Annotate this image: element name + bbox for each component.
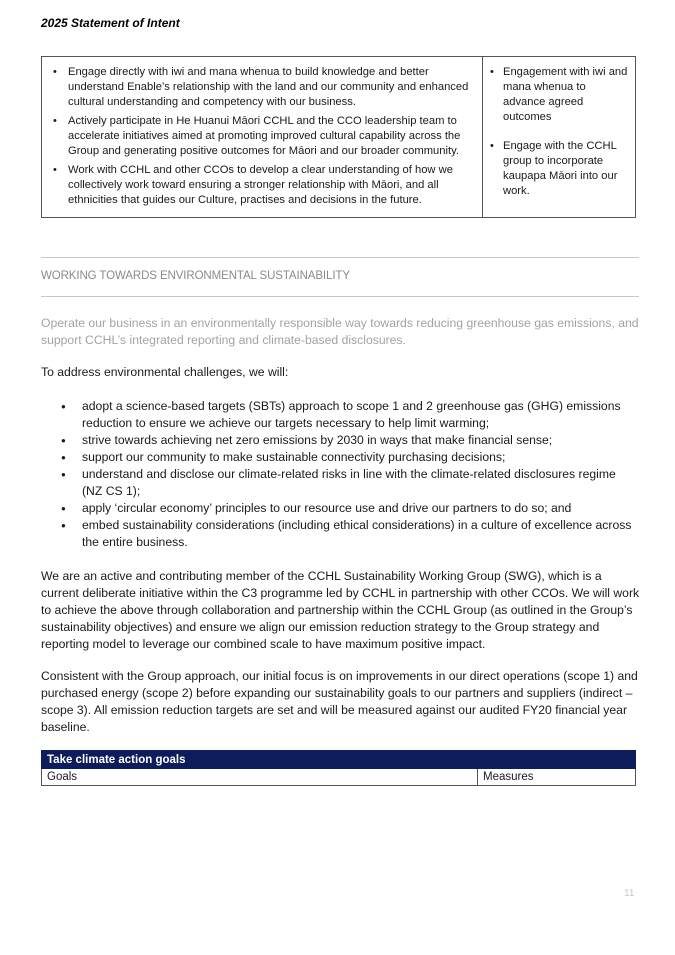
measures-list xyxy=(487,65,629,199)
list-item: • Work with CCHL and other CCOs to develop a clear understanding of how we collectively work toward ensuring a stronger relationship with Māori, and all ethnicities that guides our Culture, practises and decisions in the future. xyxy=(68,163,476,208)
list-item: ● embed sustainability considerations (including ethical considerations) in a culture of excellence across the entire business. xyxy=(82,517,638,551)
section-intro: Operate our business in an environmentally responsible way towards reducing greenhouse gas emissions, and support CCHL’s integrated reporting and climate-based disclosures. xyxy=(41,316,639,347)
actions-cell xyxy=(42,57,483,218)
section-heading: WORKING TOWARDS ENVIRONMENTAL SUSTAINABILITY xyxy=(41,270,350,282)
document-header-title: 2025 Statement of Intent xyxy=(41,16,180,30)
list-item: • Engage with the CCHL group to incorporate kaupapa Māori into our work. xyxy=(503,139,629,199)
section-lead: To address environmental challenges, we will: xyxy=(41,365,289,379)
maori-engagement-table xyxy=(41,56,636,218)
list-item: • Engagement with iwi and mana whenua to advance agreed outcomes xyxy=(503,65,629,125)
measures-column-header: Measures xyxy=(478,769,636,786)
list-item: ● strive towards achieving net zero emissions by 2030 in ways that make financial sense; xyxy=(82,432,638,449)
table-title: Take climate action goals xyxy=(42,751,636,769)
list-item: • Engage directly with iwi and mana whenua to build knowledge and better understand Enable’s relationship with the land and our community and enhanced cultural understanding and competency with our business. xyxy=(68,65,476,110)
actions-list xyxy=(46,65,476,208)
swg-paragraph: We are an active and contributing member of the CCHL Sustainability Working Group (SWG), which is a current deliberate initiative within the C3 programme led by CCHL in partnership with other CCOs. We will work to achieve the above through collaboration and partnership within the CCHL Group (as outlined in the Group’s sustainability objectives) and ensure we align our emission reduction strategy to the Group strategy and reporting model to leverage our combined scale to have maximum positive impact. xyxy=(41,569,640,651)
environment-commitments-list xyxy=(82,398,638,551)
section-divider-top xyxy=(41,257,639,258)
list-item: ● support our community to make sustainable connectivity purchasing decisions; xyxy=(82,449,638,466)
list-item: • Actively participate in He Huanui Māori CCHL and the CCO leadership team to accelerate initiatives aimed at promoting improved cultural capability across the Group and generating positive outcomes for Māori and our broader community. xyxy=(68,114,476,159)
measures-cell xyxy=(483,57,636,218)
list-item: ● adopt a science-based targets (SBTs) approach to scope 1 and 2 greenhouse gas (GHG) emissions reduction to ensure we achieve our targets necessary to help limit warming; xyxy=(82,398,638,432)
goals-column-header: Goals xyxy=(42,769,478,786)
section-divider-bottom xyxy=(41,296,639,297)
page-number: 11 xyxy=(624,888,635,899)
group-approach-paragraph: Consistent with the Group approach, our initial focus is on improvements in our direct operations (scope 1) and purchased energy (scope 2) before expanding our sustainability goals to our partners and suppliers (indirect – scope 3). All emission reduction targets are set and will be measured against our audited FY20 financial year baseline. xyxy=(41,669,638,734)
list-item: ● apply ‘circular economy’ principles to our resource use and drive our partners to do so; and xyxy=(82,500,638,517)
climate-goals-table xyxy=(41,750,636,786)
list-item: ● understand and disclose our climate-related risks in line with the climate-related disclosures regime (NZ CS 1); xyxy=(82,466,638,500)
